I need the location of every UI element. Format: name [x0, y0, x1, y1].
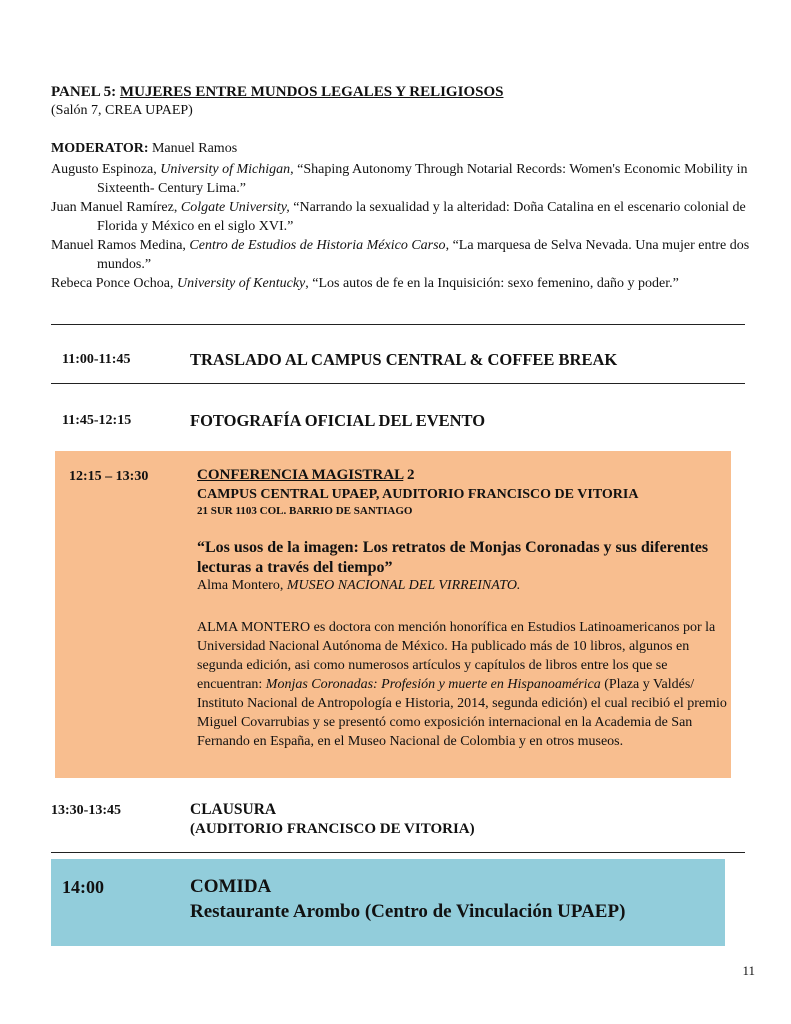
entry-talk: , “Shaping Autonomy Through Notarial Records: Women's Economic Mobility in Sixteenth- Century Lima.” — [97, 162, 748, 196]
panel-entry — [51, 198, 771, 236]
divider — [51, 324, 745, 325]
comida-subtitle: Restaurante Arombo (Centro de Vinculación UPAEP) — [190, 901, 626, 922]
speaker-bio — [197, 618, 727, 751]
speaker-line — [197, 578, 520, 594]
panel-title — [51, 84, 503, 101]
panel-entry — [51, 160, 771, 198]
bio-text: ALMA MONTERO es doctora con mención honorífica en Estudios Latinoamericanos por la Universidad Nacional Autónoma de México. Ha publicado más de 10 libros, algunos en segunda edición, asi como numerosos artículos y capítulos de libros entre los que se encuentran: — [197, 620, 716, 692]
clausura-subtitle: (AUDITORIO FRANCISCO DE VITORIA) — [190, 821, 475, 837]
comida-title: COMIDA — [190, 876, 272, 897]
traslado-title: TRASLADO AL CAMPUS CENTRAL & COFFEE BREAK — [190, 350, 618, 369]
panel-room: (Salón 7, CREA UPAEP) — [51, 103, 193, 118]
panel-entry — [51, 236, 771, 274]
divider — [51, 852, 745, 853]
bio-book-title: Monjas Coronadas: Profesión y muerte en Hispanoamérica — [265, 677, 601, 692]
conferencia-title — [197, 467, 415, 484]
conferencia-number: 2 — [403, 467, 415, 483]
moderator-name: Manuel Ramos — [148, 141, 238, 156]
entry-talk: , “Los autos de fe en la Inquisición: sexo femenino, daño y poder.” — [305, 276, 679, 291]
panel-entries — [51, 160, 771, 293]
conferencia-title-text: CONFERENCIA MAGISTRAL — [197, 467, 404, 483]
entry-talk: , “La marquesa de Selva Nevada. Una mujer entre dos mundos.” — [97, 238, 750, 272]
moderator-line — [51, 141, 237, 157]
conferencia-venue: CAMPUS CENTRAL UPAEP, AUDITORIO FRANCISCO DE VITORIA — [197, 487, 639, 502]
moderator-label: MODERATOR: — [51, 141, 149, 156]
entry-affiliation: University of Kentucky — [176, 276, 306, 291]
entry-talk: “Narrando la sexualidad y la alteridad: Doña Catalina en el escenario colonial de Florida y México en el siglo XVI.” — [97, 200, 746, 234]
conferencia-time: 12:15 – 13:30 — [69, 469, 149, 484]
panel-label: PANEL 5: — [51, 84, 120, 100]
foto-time: 11:45-12:15 — [62, 413, 132, 428]
bio-text-cont: (Plaza y Valdés/ Instituto Nacional de Antropología e Historia, 2014, segunda edición) el cual recibió el premio Miguel Covarrubias y se presentó como exposición internacional en la Academia de San Fernando en España, en el Museo Nacional de Colombia y en otros museos. — [197, 677, 727, 749]
panel-title-text: MUJERES ENTRE MUNDOS LEGALES Y RELIGIOSOS — [119, 84, 504, 100]
speaker-name: Alma Montero, — [197, 578, 287, 593]
panel-entry — [51, 274, 771, 293]
clausura-time: 13:30-13:45 — [51, 803, 121, 818]
clausura-title: CLAUSURA — [190, 801, 277, 818]
entry-affiliation: University of Michigan — [160, 162, 291, 177]
entry-affiliation: Centro de Estudios de Historia México Carso — [189, 238, 446, 253]
talk-title: “Los usos de la imagen: Los retratos de Monjas Coronadas y sus diferentes lecturas a través del tiempo” — [197, 539, 709, 576]
entry-name: Rebeca Ponce Ochoa, — [51, 276, 177, 291]
conferencia-address: 21 SUR 1103 COL. BARRIO DE SANTIAGO — [197, 505, 413, 517]
foto-title: FOTOGRAFÍA OFICIAL DEL EVENTO — [190, 411, 486, 430]
divider — [51, 383, 745, 384]
entry-affiliation: Colgate University, — [180, 200, 290, 215]
entry-name: Juan Manuel Ramírez, — [51, 200, 181, 215]
speaker-affiliation: MUSEO NACIONAL DEL VIRREINATO. — [286, 578, 521, 593]
entry-name: Augusto Espinoza, — [51, 162, 161, 177]
traslado-time: 11:00-11:45 — [62, 352, 131, 367]
page-number: 11 — [742, 963, 755, 978]
comida-time: 14:00 — [62, 877, 104, 897]
entry-name: Manuel Ramos Medina, — [51, 238, 190, 253]
